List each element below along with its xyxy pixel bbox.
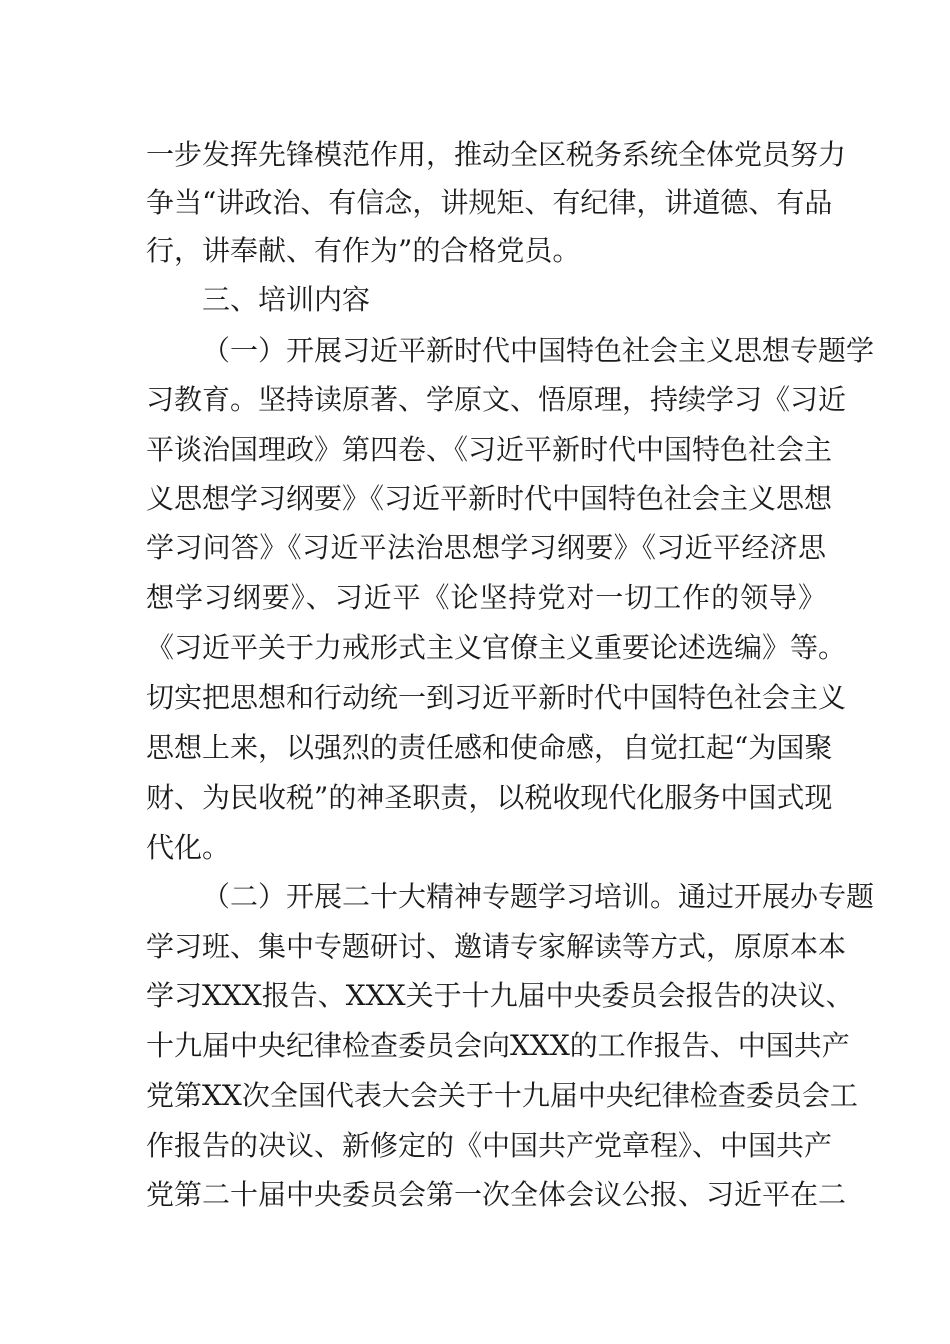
paragraph-line: 争当“讲政治、有信念，讲规矩、有纪律，讲道德、有品: [146, 186, 833, 219]
paragraph-line: 习教育。坚持读原著、学原文、悟原理，持续学习《习近: [146, 383, 847, 416]
paragraph-line: 党第XX次全国代表大会关于十九届中央纪律检查委员会工: [146, 1079, 858, 1112]
section-heading: 三、培训内容: [202, 283, 371, 316]
paragraph-line: 学习XXX报告、XXX关于十九届中央委员会报告的决议、: [146, 979, 854, 1012]
paragraph-line: 平谈治国理政》第四卷、《习近平新时代中国特色社会主: [146, 433, 833, 466]
paragraph-line: 《习近平关于力戒形式主义官僚主义重要论述选编》等。: [146, 631, 847, 664]
paragraph-line: 财、为民收税”的神圣职责，以税收现代化服务中国式现: [146, 781, 833, 814]
paragraph-line: 义思想学习纲要》《习近平新时代中国特色社会主义思想: [146, 482, 833, 515]
paragraph-line: （一）开展习近平新时代中国特色社会主义思想专题学: [202, 334, 875, 367]
paragraph-line: 想学习纲要》、习近平《论坚持党对一切工作的领导》: [146, 581, 826, 614]
paragraph-line: 一步发挥先锋模范作用，推动全区税务系统全体党员努力: [146, 138, 847, 171]
paragraph-line: 学习班、集中专题研讨、邀请专家解读等方式，原原本本: [146, 930, 847, 963]
paragraph-line: 十九届中央纪律检查委员会向XXX的工作报告、中国共产: [146, 1029, 850, 1062]
paragraph-line: 切实把思想和行动统一到习近平新时代中国特色社会主义: [146, 681, 847, 714]
paragraph-line: 作报告的决议、新修定的《中国共产党章程》、中国共产: [146, 1129, 833, 1162]
paragraph-line: （二）开展二十大精神专题学习培训。通过开展办专题: [202, 880, 875, 913]
paragraph-line: 党第二十届中央委员会第一次全体会议公报、习近平在二: [146, 1178, 847, 1211]
paragraph-line: 代化。: [146, 831, 231, 864]
paragraph-line: 行，讲奉献、有作为”的合格党员。: [146, 234, 581, 267]
paragraph-line: 学习问答》《习近平法治思想学习纲要》《习近平经济思: [146, 531, 826, 564]
paragraph-line: 思想上来，以强烈的责任感和使命感，自觉扛起“为国聚: [146, 731, 833, 764]
